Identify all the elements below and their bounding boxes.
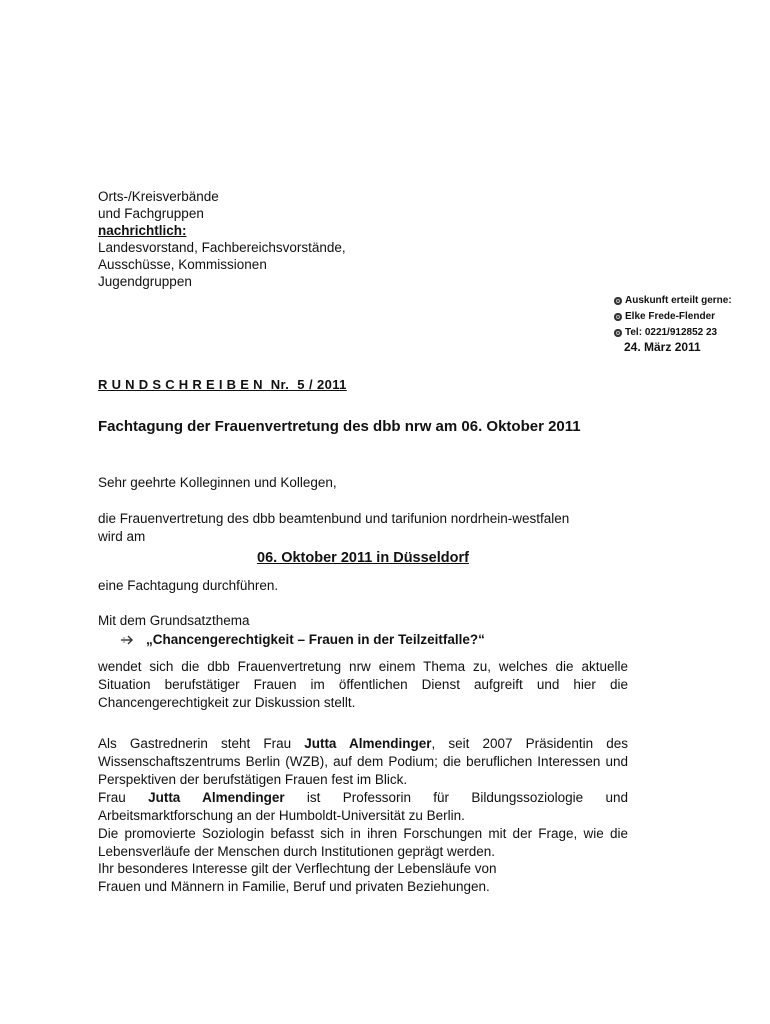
circular-heading bbox=[98, 377, 347, 392]
recipients-block bbox=[98, 188, 346, 290]
paragraph-line: Ihr besonderes Interesse gilt der Verflechtung der Lebensläufe von bbox=[98, 861, 497, 876]
bullet-icon bbox=[614, 313, 622, 321]
theme-item bbox=[120, 632, 485, 647]
text-run: ist Professorin für Bildungssoziologie und Arbeitsmarktforschung an der Humboldt-Universität zu Berlin. bbox=[98, 790, 628, 823]
text-run: , seit 2007 Präsidentin des Wissenschaftszentrums Berlin (WZB), auf dem Podium; die beruflichen Interessen und Perspektiven der berufstätigen Frauen fest im Blick. bbox=[98, 736, 629, 787]
text-run: Frau bbox=[98, 790, 149, 805]
arrow-bullet-icon bbox=[120, 633, 134, 647]
letter-date: 24. März 2011 bbox=[624, 340, 701, 354]
paragraph-line: Frauen und Männern in Familie, Beruf und privaten Beziehungen. bbox=[98, 879, 490, 894]
contact-info: Auskunft erteilt gerne: bbox=[625, 295, 732, 306]
recipient-line: Orts-/Kreisverbände bbox=[98, 189, 219, 204]
contact-name: Elke Frede-Flender bbox=[625, 311, 716, 322]
recipient-line: Landesvorstand, Fachbereichsvorstände, bbox=[98, 240, 346, 255]
recipient-line: und Fachgruppen bbox=[98, 206, 204, 221]
intro-line: wird am bbox=[98, 529, 146, 544]
event-date-heading: 06. Oktober 2011 in Düsseldorf bbox=[257, 550, 469, 566]
paragraph bbox=[98, 860, 628, 896]
contact-phone: Tel: 0221/912852 23 bbox=[625, 327, 718, 338]
theme-intro: Mit dem Grundsatzthema bbox=[98, 613, 250, 628]
theme-title: „Chancengerechtigkeit – Frauen in der Teilzeitfalle?“ bbox=[146, 632, 485, 647]
bullet-icon bbox=[614, 329, 622, 337]
recipient-line: Ausschüsse, Kommissionen bbox=[98, 257, 267, 272]
subject-line: Fachtagung der Frauenvertretung des dbb nrw am 06. Oktober 2011 bbox=[98, 418, 581, 435]
intro-paragraph bbox=[98, 510, 628, 546]
contact-row bbox=[614, 293, 732, 309]
greeting: Sehr geehrte Kolleginnen und Kollegen, bbox=[98, 475, 337, 490]
intro-line: eine Fachtagung durchführen. bbox=[98, 578, 279, 593]
intro-line: die Frauenvertretung des dbb beamtenbund und tarifunion nordrhein-westfalen bbox=[98, 511, 570, 526]
contact-row bbox=[614, 325, 732, 341]
speaker-name: Jutta Almendinger bbox=[148, 790, 285, 805]
circular-title: RUNDSCHREIBEN bbox=[98, 377, 267, 392]
speaker-name: Jutta Almendinger bbox=[304, 736, 432, 751]
paragraph bbox=[98, 789, 628, 825]
cc-label: nachrichtlich: bbox=[98, 223, 187, 238]
circular-number: Nr. 5 / 2011 bbox=[270, 377, 347, 392]
text-run: Als Gastrednerin steht Frau bbox=[98, 736, 305, 751]
paragraph: Die promovierte Soziologin befasst sich in ihren Forschungen mit der Frage, wie die Lebensverläufe der Menschen durch Institutionen geprägt werden. bbox=[98, 826, 628, 859]
bullet-icon bbox=[614, 297, 622, 305]
contact-block bbox=[614, 293, 732, 341]
contact-row bbox=[614, 309, 732, 325]
paragraph bbox=[98, 735, 628, 789]
recipient-line: Jugendgruppen bbox=[98, 274, 192, 289]
paragraph: wendet sich die dbb Frauenvertretung nrw einem Thema zu, welches die aktuelle Situation berufstätiger Frauen im öffentlichen Dienst aufgreift und hier die Chancengerechtigkeit zur Diskussion stellt. bbox=[98, 659, 628, 710]
